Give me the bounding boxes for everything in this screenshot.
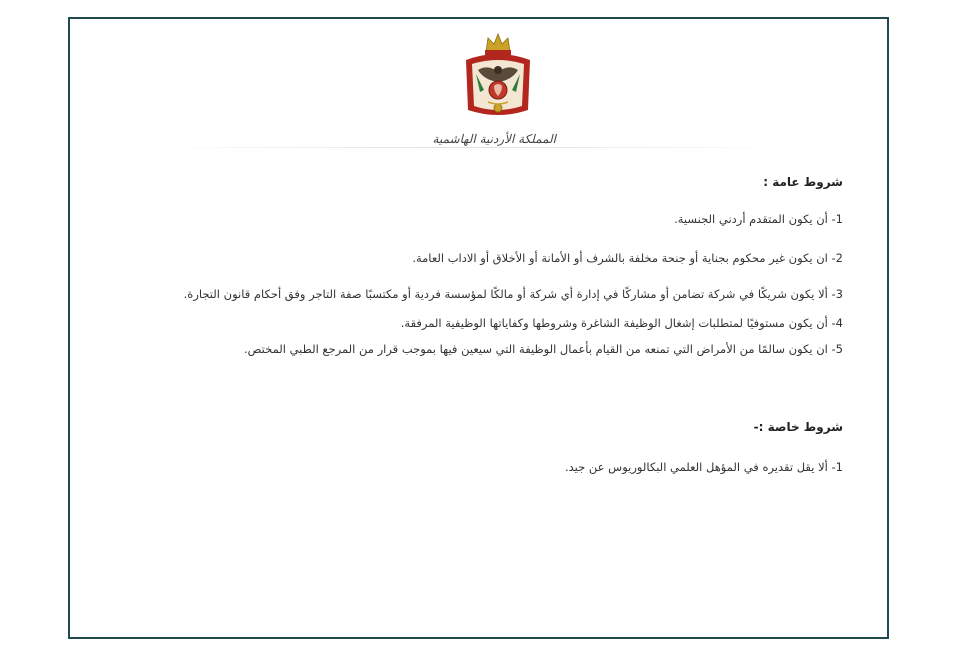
general-condition-4: 4- أن يكون مستوفيًا لمتطلبات إشغال الوظيفة الشاغرة وشروطها وكفاياتها الوظيفية المرفقة. (400, 316, 843, 330)
general-condition-1: 1- أن يكون المتقدم أردني الجنسية. (674, 212, 843, 226)
special-condition-1: 1- ألا يقل تقديره في المؤهل العلمي البكالوريوس عن جيد. (564, 460, 843, 474)
general-condition-3: 3- ألا يكون شريكًا في شركة تضامن أو مشاركًا في إدارة أي شركة أو مالكًا لمؤسسة فردية أو مكتسبًا صفة التاجر وفق أحكام قانون التجارة. (183, 287, 843, 301)
header-divider (150, 147, 790, 148)
jordan-coat-of-arms-emblem (458, 30, 538, 122)
general-conditions-heading: شروط عامة : (763, 175, 843, 189)
crown-shape (486, 34, 510, 52)
general-condition-5: 5- ان يكون سالمًا من الأمراض التي تمنعه من القيام بأعمال الوظيفة التي سيعين فيها بموجب قرار من المرجع الطبي المختص. (243, 342, 843, 356)
general-condition-2: 2- ان يكون غير محكوم بجناية أو جنحة مخلفة بالشرف أو الأمانة أو الأخلاق أو الاداب العامة. (412, 251, 843, 265)
order-medal (494, 104, 502, 112)
special-conditions-heading: شروط خاصة :- (753, 420, 843, 434)
kingdom-name-text: المملكة الأردنية الهاشمية (432, 132, 556, 146)
eagle-head (494, 66, 502, 74)
crown-band (485, 50, 511, 55)
coat-of-arms-icon (458, 30, 538, 122)
